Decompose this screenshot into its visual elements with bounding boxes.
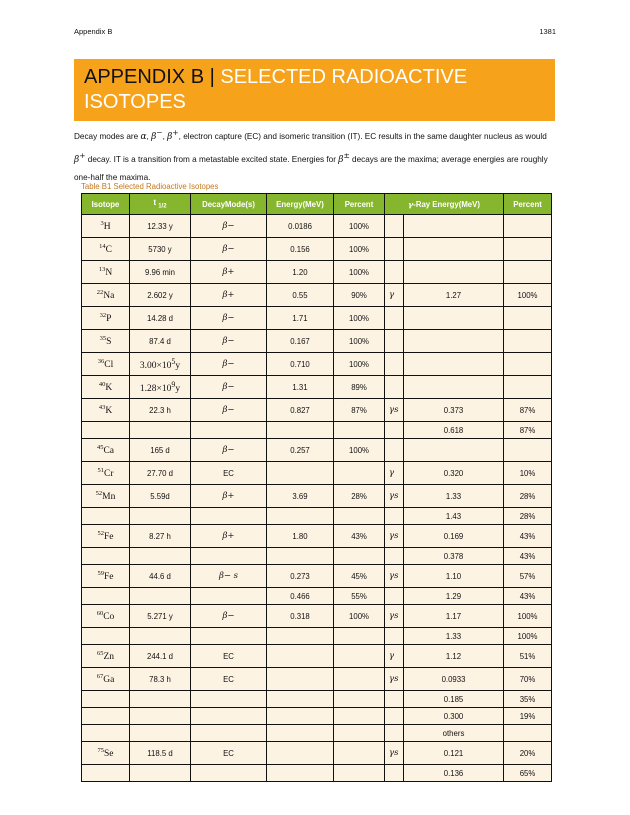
decay-mode-cell: β+ [191,261,267,284]
half-life-cell: 5.271 y [130,605,191,628]
energy-cell [267,508,334,525]
gamma-symbol-cell: γs [385,525,404,548]
half-life-cell: 12.33 y [130,215,191,238]
energy-cell: 3.69 [267,485,334,508]
gamma-percent-cell: 43% [504,588,552,605]
gamma-energy-cell [404,261,504,284]
isotope-cell: $^{52}$Mn [82,485,130,508]
half-life-cell: 8.27 h [130,525,191,548]
percent-cell: 28% [334,485,385,508]
gamma-symbol-cell: γs [385,742,404,765]
gamma-energy-cell: 0.169 [404,525,504,548]
gamma-percent-cell: 57% [504,565,552,588]
gamma-energy-cell: 0.185 [404,691,504,708]
isotope-cell: $^{45}$Ca [82,439,130,462]
percent-cell [334,765,385,782]
gamma-symbol-cell [385,307,404,330]
gamma-percent-cell: 35% [504,691,552,708]
energy-cell [267,725,334,742]
gamma-percent-cell: 100% [504,605,552,628]
isotope-table [81,193,552,782]
gamma-energy-cell: 0.0933 [404,668,504,691]
beta-plus-symbol: β+ [74,150,86,165]
half-life-cell: 78.3 h [130,668,191,691]
gamma-percent-cell [504,439,552,462]
half-life-cell: 22.3 h [130,399,191,422]
isotope-cell: $^{67}$Ga [82,668,130,691]
gamma-symbol-cell [385,330,404,353]
half-life-cell [130,588,191,605]
energy-cell [267,765,334,782]
isotope-cell: $^{22}$Na [82,284,130,307]
col-half-life: t $_{1/2}$ [130,194,191,215]
isotope-cell: $^{52}$Fe [82,525,130,548]
col-gamma-percent: Percent [504,194,552,215]
gamma-energy-cell: 0.320 [404,462,504,485]
energy-cell: 1.80 [267,525,334,548]
decay-mode-cell: β− [191,215,267,238]
banner-lead: APPENDIX B | [84,66,215,88]
energy-cell: 1.71 [267,307,334,330]
table-caption: Table B1 Selected Radioactive Isotopes [81,182,219,191]
energy-cell [267,462,334,485]
table-row [82,238,552,261]
decay-mode-cell: β− [191,307,267,330]
energy-cell: 0.710 [267,353,334,376]
table-row [82,376,552,399]
table-row [82,765,552,782]
isotope-cell: $^{75}$Se [82,742,130,765]
table-row [82,353,552,376]
percent-cell: 55% [334,588,385,605]
half-life-cell: 165 d [130,439,191,462]
half-life-cell [130,691,191,708]
energy-cell: 1.31 [267,376,334,399]
table-row [82,307,552,330]
energy-cell: 1.20 [267,261,334,284]
table-row [82,261,552,284]
gamma-symbol-cell: γs [385,485,404,508]
decay-mode-cell: EC [191,742,267,765]
energy-cell [267,708,334,725]
percent-cell: 90% [334,284,385,307]
table-row [82,485,552,508]
decay-mode-cell: β− [191,399,267,422]
isotope-cell [82,725,130,742]
decay-mode-cell: β− [191,353,267,376]
gamma-symbol-cell [385,261,404,284]
energy-cell: 0.827 [267,399,334,422]
table-row [82,462,552,485]
half-life-cell: 14.28 d [130,307,191,330]
gamma-energy-cell: 1.33 [404,485,504,508]
percent-cell: 100% [334,330,385,353]
gamma-symbol-cell: γs [385,565,404,588]
half-life-cell: 2.602 y [130,284,191,307]
decay-mode-cell: β+ [191,284,267,307]
gamma-percent-cell [504,376,552,399]
gamma-energy-cell [404,215,504,238]
decay-mode-cell [191,422,267,439]
energy-cell [267,668,334,691]
gamma-symbol-cell [385,508,404,525]
gamma-symbol-cell [385,376,404,399]
half-life-cell: 244.1 d [130,645,191,668]
energy-cell [267,742,334,765]
decay-mode-cell: β+ [191,525,267,548]
gamma-percent-cell [504,238,552,261]
gamma-percent-cell: 43% [504,548,552,565]
gamma-percent-cell: 100% [504,628,552,645]
gamma-energy-cell: others [404,725,504,742]
table-row [82,605,552,628]
gamma-symbol-cell [385,588,404,605]
col-gamma-energy: γ-Ray Energy(MeV) [385,194,504,215]
gamma-energy-cell [404,376,504,399]
half-life-cell: 87.4 d [130,330,191,353]
energy-cell [267,422,334,439]
decay-mode-cell: β− [191,439,267,462]
gamma-percent-cell: 87% [504,422,552,439]
gamma-symbol-cell [385,215,404,238]
table-row [82,215,552,238]
table-row [82,439,552,462]
table-row [82,588,552,605]
gamma-symbol-cell [385,691,404,708]
gamma-symbol-cell [385,422,404,439]
gamma-percent-cell: 70% [504,668,552,691]
percent-cell: 100% [334,605,385,628]
gamma-symbol-cell [385,439,404,462]
decay-mode-cell: EC [191,645,267,668]
gamma-symbol-cell: γs [385,605,404,628]
isotope-cell: $^{60}$Co [82,605,130,628]
gamma-energy-cell: 0.136 [404,765,504,782]
gamma-energy-cell: 0.618 [404,422,504,439]
decay-mode-cell: β− s [191,565,267,588]
table-row [82,565,552,588]
percent-cell [334,668,385,691]
energy-cell: 0.156 [267,238,334,261]
decay-mode-cell [191,725,267,742]
gamma-percent-cell [504,215,552,238]
percent-cell [334,422,385,439]
gamma-symbol-cell: γ [385,284,404,307]
beta-pm-symbol: β± [338,150,350,165]
energy-cell [267,628,334,645]
intro-paragraph [74,124,556,188]
half-life-cell [130,628,191,645]
isotope-cell: $^{13}$N [82,261,130,284]
energy-cell: 0.318 [267,605,334,628]
intro-text-4: decays are the maxima; average energies are roughly one-half the maxima. [74,154,548,182]
intro-text-1: Decay modes are [74,132,139,141]
energy-cell: 0.167 [267,330,334,353]
energy-cell [267,691,334,708]
table-row [82,628,552,645]
isotope-cell [82,628,130,645]
half-life-cell: 44.6 d [130,565,191,588]
percent-cell [334,548,385,565]
gamma-percent-cell: 28% [504,508,552,525]
col-percent: Percent [334,194,385,215]
gamma-energy-cell: 1.43 [404,508,504,525]
isotope-cell [82,691,130,708]
decay-mode-cell [191,548,267,565]
decay-mode-cell: β− [191,330,267,353]
gamma-energy-cell: 0.378 [404,548,504,565]
energy-cell: 0.257 [267,439,334,462]
percent-cell: 87% [334,399,385,422]
gamma-energy-cell [404,238,504,261]
gamma-percent-cell [504,330,552,353]
isotope-cell: $^{40}$K [82,376,130,399]
gamma-energy-cell [404,439,504,462]
table-row [82,330,552,353]
table-row [82,284,552,307]
energy-cell: 0.0186 [267,215,334,238]
gamma-symbol-cell: γ [385,462,404,485]
gamma-percent-cell [504,307,552,330]
percent-cell: 45% [334,565,385,588]
half-life-cell [130,725,191,742]
isotope-cell [82,548,130,565]
half-life-cell [130,508,191,525]
gamma-percent-cell [504,353,552,376]
decay-mode-cell: EC [191,462,267,485]
isotope-cell: $^{14}$C [82,238,130,261]
energy-cell: 0.55 [267,284,334,307]
isotope-cell: $^{43}$K [82,399,130,422]
energy-cell: 0.466 [267,588,334,605]
table-header-row [82,194,552,215]
energy-cell [267,548,334,565]
gamma-energy-cell: 1.12 [404,645,504,668]
beta-minus-symbol: β− [151,128,163,142]
decay-mode-cell: β− [191,376,267,399]
isotope-cell [82,765,130,782]
gamma-symbol-cell [385,548,404,565]
half-life-cell: 5.59d [130,485,191,508]
percent-cell [334,628,385,645]
gamma-symbol-cell [385,725,404,742]
gamma-energy-cell: 1.10 [404,565,504,588]
percent-cell: 100% [334,261,385,284]
beta-plus-symbol: β+ [167,128,179,142]
col-energy: Energy(MeV) [267,194,334,215]
chapter-banner [74,59,555,121]
intro-comma: , [162,132,165,141]
gamma-percent-cell: 87% [504,399,552,422]
decay-mode-cell: β− [191,605,267,628]
page-number: 1381 [539,27,556,36]
energy-cell: 0.273 [267,565,334,588]
isotope-cell [82,508,130,525]
half-life-cell: 118.5 d [130,742,191,765]
gamma-energy-cell [404,330,504,353]
gamma-percent-cell: 100% [504,284,552,307]
percent-cell [334,691,385,708]
percent-cell [334,725,385,742]
percent-cell [334,462,385,485]
gamma-percent-cell: 10% [504,462,552,485]
percent-cell: 100% [334,439,385,462]
alpha-symbol: α [140,132,147,142]
isotope-cell [82,422,130,439]
table-row [82,725,552,742]
percent-cell: 100% [334,307,385,330]
gamma-percent-cell [504,261,552,284]
table-row [82,645,552,668]
gamma-symbol-cell: γs [385,668,404,691]
table-row [82,708,552,725]
col-isotope: Isotope [82,194,130,215]
isotope-cell: $^{36}$Cl [82,353,130,376]
gamma-energy-cell: 0.373 [404,399,504,422]
table-row [82,668,552,691]
gamma-energy-cell: 1.29 [404,588,504,605]
intro-text-2: , electron capture (EC) and isomeric transition (IT). EC results in the same daughter nucleus as would [178,132,547,141]
percent-cell: 100% [334,238,385,261]
gamma-percent-cell [504,725,552,742]
banner-title: SELECTED RADIOACTIVE ISOTOPES [84,66,468,113]
half-life-cell [130,548,191,565]
isotope-cell: $^{32}$P [82,307,130,330]
decay-mode-cell [191,628,267,645]
gamma-symbol-cell [385,628,404,645]
isotope-cell: $^3$H [82,215,130,238]
table-row [82,525,552,548]
percent-cell: 89% [334,376,385,399]
percent-cell [334,708,385,725]
gamma-symbol-cell [385,708,404,725]
table-row [82,422,552,439]
gamma-percent-cell: 43% [504,525,552,548]
gamma-energy-cell [404,353,504,376]
half-life-cell: $1.28\times 10^9y$ [130,376,191,399]
table-row [82,548,552,565]
gamma-energy-cell: 1.27 [404,284,504,307]
isotope-cell: $^{59}$Fe [82,565,130,588]
half-life-cell: 5730 y [130,238,191,261]
table-row [82,691,552,708]
isotope-cell: $^{35}$S [82,330,130,353]
table-row [82,742,552,765]
decay-mode-cell [191,765,267,782]
gamma-energy-cell: 1.17 [404,605,504,628]
energy-cell [267,645,334,668]
half-life-cell: 27.70 d [130,462,191,485]
gamma-energy-cell [404,307,504,330]
isotope-cell [82,708,130,725]
decay-mode-cell: β− [191,238,267,261]
gamma-symbol-cell: γs [385,399,404,422]
isotope-cell [82,588,130,605]
table-row [82,508,552,525]
half-life-cell [130,708,191,725]
half-life-cell: $3.00\times 10^5y$ [130,353,191,376]
gamma-energy-cell: 0.300 [404,708,504,725]
half-life-cell: 9.96 min [130,261,191,284]
gamma-symbol-cell [385,353,404,376]
percent-cell [334,508,385,525]
col-decay-mode: DecayMode(s) [191,194,267,215]
decay-mode-cell [191,588,267,605]
half-life-cell [130,765,191,782]
decay-mode-cell: β+ [191,485,267,508]
gamma-symbol-cell [385,765,404,782]
table-row [82,399,552,422]
percent-cell: 100% [334,215,385,238]
intro-text-3: decay. IT is a transition from a metastable excited state. Energies for [87,154,336,164]
decay-mode-cell [191,691,267,708]
decay-mode-cell: EC [191,668,267,691]
decay-mode-cell [191,708,267,725]
gamma-energy-cell: 1.33 [404,628,504,645]
percent-cell: 100% [334,353,385,376]
percent-cell [334,742,385,765]
gamma-percent-cell: 65% [504,765,552,782]
gamma-energy-cell: 0.121 [404,742,504,765]
gamma-percent-cell: 20% [504,742,552,765]
percent-cell [334,645,385,668]
gamma-percent-cell: 51% [504,645,552,668]
intro-comma: , [146,132,149,141]
isotope-cell: $^{65}$Zn [82,645,130,668]
percent-cell: 43% [334,525,385,548]
gamma-symbol-cell: γ [385,645,404,668]
isotope-cell: $^{51}$Cr [82,462,130,485]
gamma-symbol-cell [385,238,404,261]
gamma-percent-cell: 19% [504,708,552,725]
gamma-percent-cell: 28% [504,485,552,508]
running-header-left: Appendix B [74,27,113,36]
half-life-cell [130,422,191,439]
decay-mode-cell [191,508,267,525]
